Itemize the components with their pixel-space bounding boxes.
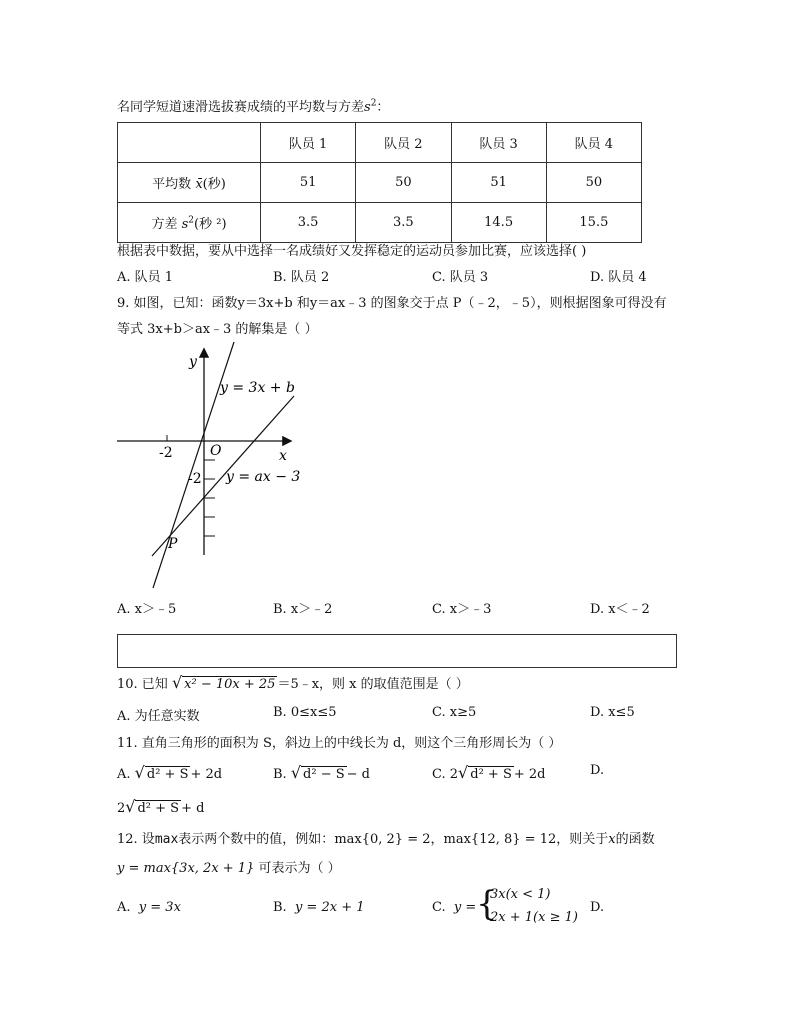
q10-suffix: ＝5﹣x，则 x 的取值范围是（ ） — [277, 677, 469, 692]
intro-line: 名同学短道速滑选拔赛成绩的平均数与方差$s^2$： — [117, 98, 390, 115]
table-cell: 50 — [356, 163, 451, 203]
x-axis-label: x — [279, 448, 287, 464]
line-y-3x-b — [153, 342, 234, 588]
q11-stem: 11. 直角三角形的面积为 S，斜边上的中线长为 d，则这个三角形周长为（ ） — [117, 736, 562, 751]
table-header-cell: 队员 2 — [356, 123, 451, 163]
q9-graph — [112, 338, 312, 593]
q9-option-b[interactable]: B. x＞﹣2 — [273, 602, 333, 617]
table-row — [118, 163, 642, 203]
intro-text: 名同学短道速滑选拔赛成绩的平均数与方差 — [117, 100, 365, 115]
table-cell: 3.5 — [261, 203, 356, 243]
q11-option-c[interactable]: C. 2√ d² + S + 2d — [432, 763, 546, 782]
q10-option-d[interactable]: D. x≤5 — [590, 705, 635, 720]
q12-option-d[interactable]: D. — [590, 900, 605, 915]
q10-stem — [117, 673, 469, 692]
q9-option-a[interactable]: A. x＞﹣5 — [117, 602, 177, 617]
table-header-cell: 队员 3 — [451, 123, 546, 163]
row-label-variance: 方差 $s^2$(秒 ²) — [118, 203, 261, 243]
q12-option-a[interactable]: A. y = 3x — [117, 900, 181, 915]
q8-option-b[interactable]: B. 队员 2 — [273, 270, 330, 285]
q10-option-a[interactable]: A. 为任意实数 — [117, 709, 200, 724]
radical-sign: √ — [171, 673, 183, 692]
intro-tail: ： — [376, 100, 390, 115]
answer-box — [117, 634, 677, 668]
q12-option-b[interactable]: B. y = 2x + 1 — [273, 900, 365, 915]
table-header-cell: 队员 1 — [261, 123, 356, 163]
origin-label: O — [210, 443, 222, 459]
q11-option-d[interactable]: 2√ d² + S + d — [117, 797, 205, 816]
table-header-cell: 队员 4 — [546, 123, 641, 163]
intro-symbol: s — [364, 100, 371, 115]
q10-option-c[interactable]: C. x≥5 — [432, 705, 477, 720]
table-header-row — [118, 123, 642, 163]
stats-table — [117, 122, 642, 243]
q8-option-c[interactable]: C. 队员 3 — [432, 270, 489, 285]
q10-option-b[interactable]: B. 0≤x≤5 — [273, 705, 337, 720]
table-cell: 3.5 — [356, 203, 451, 243]
q12-case1: 3x(x < 1) — [490, 887, 551, 902]
q11-option-a[interactable]: A. √ d² + S + 2d — [117, 763, 223, 782]
q10-radicand: x² − 10x + 25 — [184, 677, 276, 692]
y-tick-label: -2 — [188, 471, 202, 487]
table-row — [118, 203, 642, 243]
q11-option-b[interactable]: B. √ d² − S − d — [273, 763, 370, 782]
q10-prefix: 10. 已知 — [117, 677, 168, 692]
table-cell: 14.5 — [451, 203, 546, 243]
table-header-cell — [118, 123, 261, 163]
point-p-label: P — [168, 536, 178, 552]
q12-option-c-label[interactable]: C. y = — [432, 900, 477, 915]
q8-stem: 根据表中数据，要从中选择一名成绩好又发挥稳定的运动员参加比赛，应该选择( ) — [117, 244, 587, 259]
q9-stem-line2: 等式 3x+b＞ax﹣3 的解集是（ ） — [117, 322, 318, 337]
piecewise-brace: { — [476, 884, 498, 924]
line2-label: y = ax − 3 — [226, 469, 301, 485]
q12-stem-line2: y = max{3x, 2x + 1} 可表示为（ ） — [117, 861, 341, 876]
q12-stem-line1: 12. 设max表示两个数中的值，例如：max{0, 2} = 2，max{12, 8} = 12，则关于x的函数 — [117, 832, 655, 847]
table-cell: 50 — [546, 163, 641, 203]
line1-label: y = 3x + b — [220, 380, 295, 396]
q9-option-c[interactable]: C. x＞﹣3 — [432, 602, 492, 617]
table-cell: 51 — [451, 163, 546, 203]
q8-option-d[interactable]: D. 队员 4 — [590, 270, 647, 285]
q9-stem-line1: 9. 如图，已知：函数y＝3x+b 和y＝ax﹣3 的图象交于点 P（﹣2，﹣5），则根据图象可得没有 — [117, 296, 667, 311]
row-label-mean: 平均数 x̄(秒) — [118, 163, 261, 203]
table-cell: 51 — [261, 163, 356, 203]
q8-option-a[interactable]: A. 队员 1 — [117, 270, 174, 285]
q9-option-d[interactable]: D. x＜﹣2 — [590, 602, 650, 617]
q12-case2: 2x + 1(x ≥ 1) — [490, 910, 578, 925]
table-cell: 15.5 — [546, 203, 641, 243]
y-axis-label: y — [189, 354, 197, 370]
q11-option-d-label[interactable]: D. — [590, 763, 605, 778]
x-tick-label: -2 — [159, 445, 173, 461]
